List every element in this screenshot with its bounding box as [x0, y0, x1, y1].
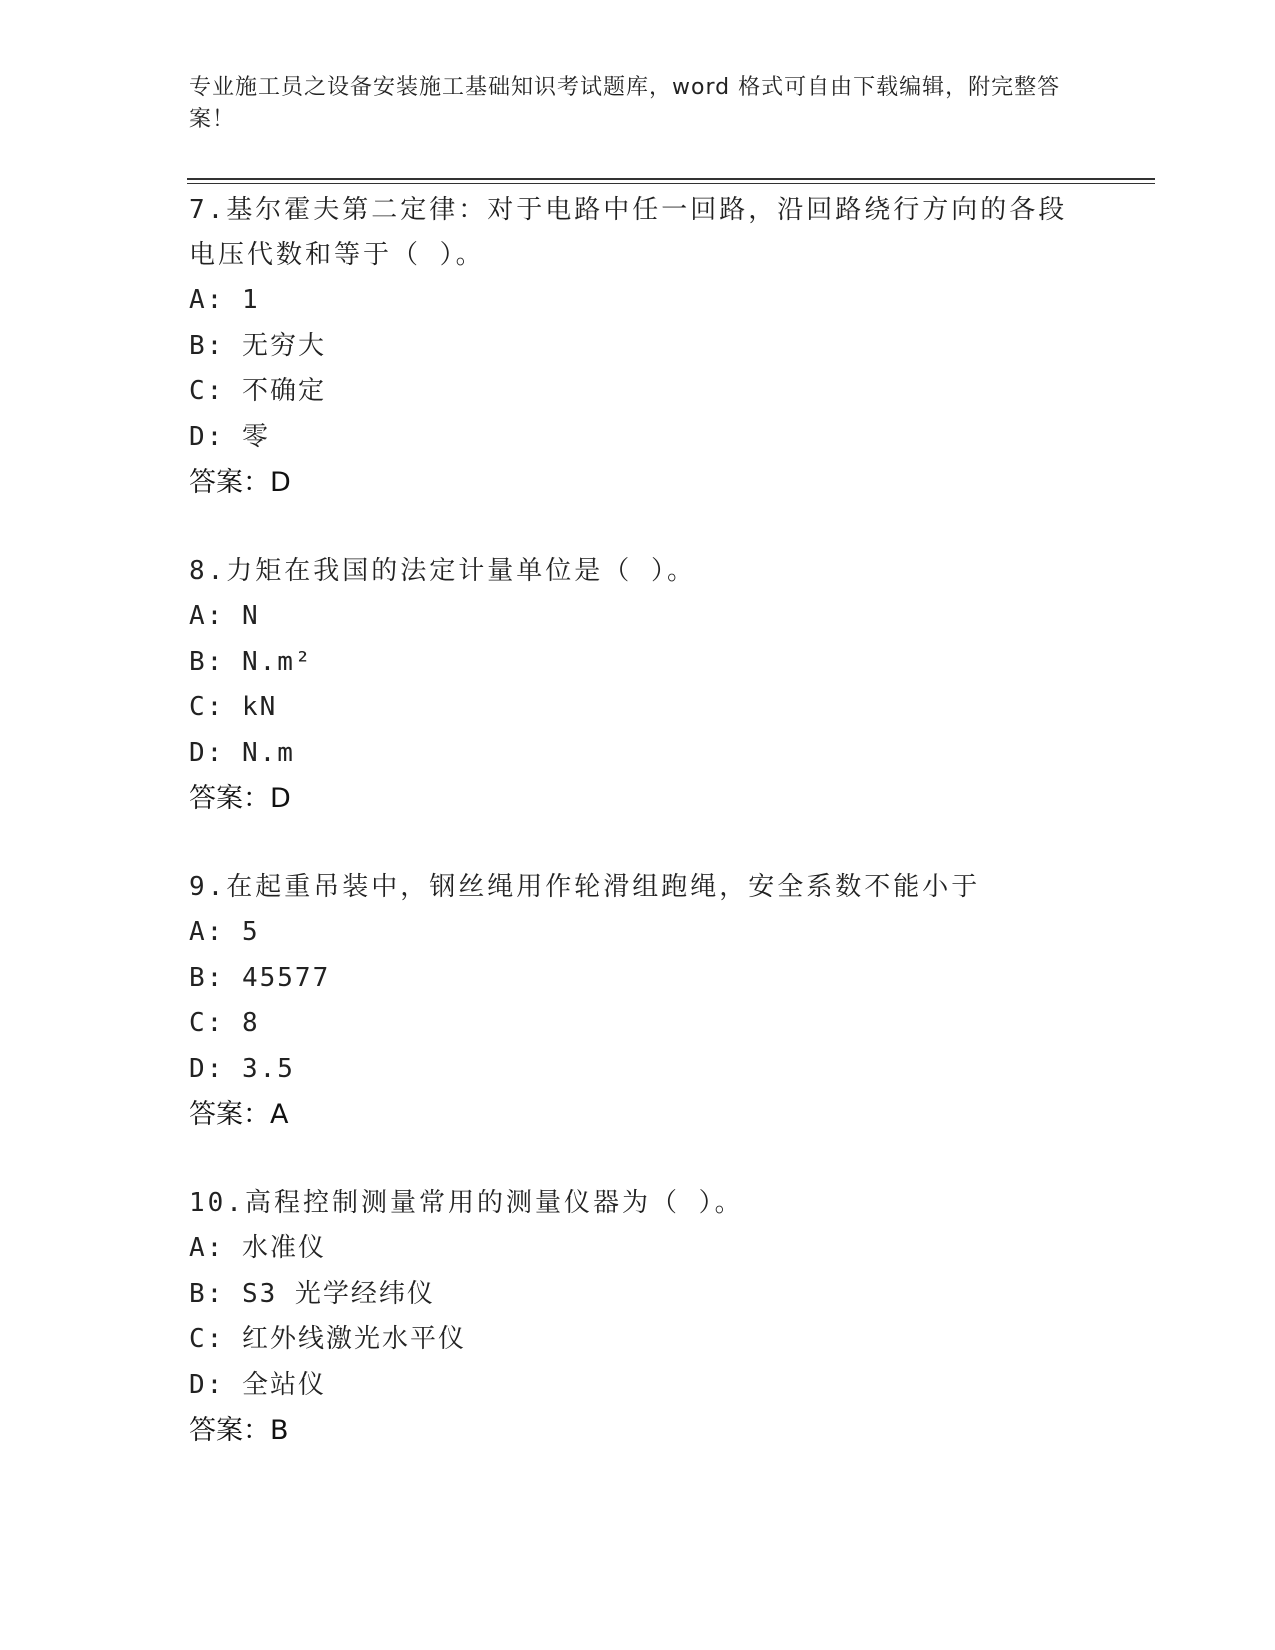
answer-line: 答案：B — [189, 1415, 289, 1446]
question-stem: 8.力矩在我国的法定计量单位是（ ）。 — [189, 556, 696, 586]
option-d: D: 3.5 — [189, 1053, 295, 1084]
option-d: D: 全站仪 — [189, 1369, 326, 1400]
option-b: B: 45577 — [189, 962, 331, 993]
option-b: B: N.m² — [189, 646, 313, 677]
document-header: 专业施工员之设备安装施工基础知识考试题库，word 格式可自由下载编辑，附完整答案！ — [189, 75, 1061, 132]
option-d: D: N.m — [189, 737, 295, 768]
question-7 — [189, 188, 1089, 505]
option-d: D: 零 — [189, 421, 270, 452]
question-8 — [189, 549, 1089, 821]
answer-line: 答案：D — [189, 467, 291, 498]
option-c: C: 不确定 — [189, 376, 326, 406]
option-a: A: N — [189, 601, 260, 631]
header-divider-thin — [187, 183, 1155, 184]
question-stem: 9.在起重吊装中，钢丝绳用作轮滑组跑绳，安全系数不能小于 — [189, 872, 981, 902]
option-b: B: S3 光学经纬仪 — [189, 1278, 435, 1309]
question-stem: 7.基尔霍夫第二定律：对于电路中任一回路，沿回路绕行方向的各段电压代数和等于（ ）。 — [189, 195, 1068, 270]
question-stem: 10.高程控制测量常用的测量仪器为（ ）。 — [189, 1188, 744, 1218]
option-a: A: 1 — [189, 285, 260, 315]
answer-line: 答案：D — [189, 783, 291, 814]
answer-line: 答案：A — [189, 1099, 289, 1130]
question-list — [189, 188, 1089, 1497]
option-c: C: 红外线激光水平仪 — [189, 1324, 466, 1354]
option-c: C: 8 — [189, 1008, 260, 1038]
option-c: C: kN — [189, 692, 278, 722]
question-10 — [189, 1181, 1089, 1453]
question-9 — [189, 865, 1089, 1137]
option-a: A: 5 — [189, 917, 260, 947]
option-b: B: 无穷大 — [189, 330, 326, 361]
header-divider-thick — [187, 178, 1155, 180]
option-a: A: 水准仪 — [189, 1233, 326, 1263]
